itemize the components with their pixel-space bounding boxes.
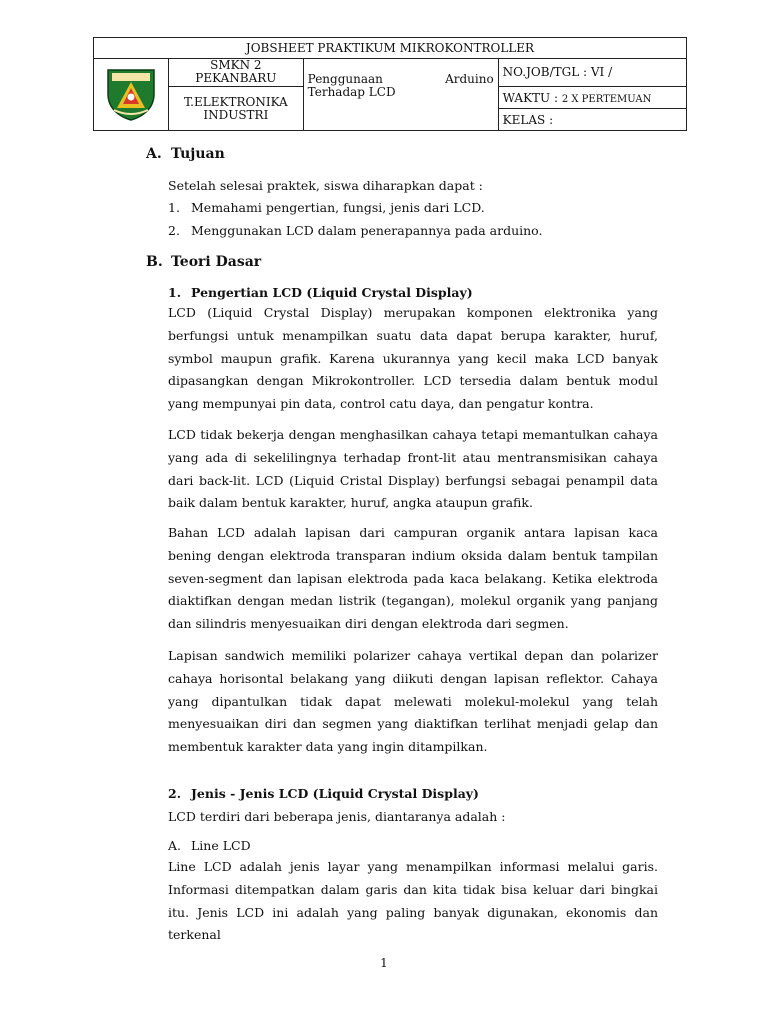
dept-line2: INDUSTRI <box>203 107 269 122</box>
paragraph-5: LCD terdiri dari beberapa jenis, diantaranya adalah : <box>168 809 506 824</box>
waktu-cell <box>498 87 686 109</box>
kelas-cell: KELAS : <box>498 109 686 131</box>
page-number: 1 <box>380 956 388 970</box>
school-line2: PEKANBARU <box>195 71 277 86</box>
type-num: A. <box>168 838 182 853</box>
list-item <box>168 223 542 238</box>
list-num: 2. <box>168 223 180 238</box>
paragraph-4: Lapisan sandwich memiliki polarizer cahaya vertikal depan dan polarizer cahaya horisontal belakang yang diikuti dengan lapisan reflektor. Cahaya yang dipantulkan tidak dapat melewati molekul-molekul yang telah menyesuaikan diri dan segmen yang diaktifkan terlihat menjadi gelap dan membentuk karakter data yang ingin ditampilkan. <box>168 648 658 755</box>
section-b-letter: B. <box>146 254 163 270</box>
header-table <box>93 37 687 131</box>
job-title: Penggunaan Arduino Terhadap LCD <box>303 58 498 130</box>
logo-cell <box>94 58 169 130</box>
list-text: Menggunakan LCD dalam penerapannya pada arduino. <box>191 223 543 238</box>
section-a-intro: Setelah selesai praktek, siswa diharapkan dapat : <box>168 178 483 193</box>
subsection-num: 2. <box>168 786 182 801</box>
section-b-heading <box>146 254 261 270</box>
section-b-title: Teori Dasar <box>171 254 262 270</box>
dept-line1: T.ELEKTRONIKA <box>183 94 288 109</box>
school-line1: SMKN 2 <box>210 58 262 73</box>
subsection-1-heading <box>168 285 473 300</box>
waktu-value: 2 X PERTEMUAN <box>561 93 652 105</box>
subsection-title: Jenis - Jenis LCD (Liquid Crystal Display) <box>191 786 479 801</box>
paragraph-2: LCD tidak bekerja dengan menghasilkan cahaya tetapi memantulkan cahaya yang ada di sekelilingnya terhadap front-lit atau mentransmisikan cahaya dari back-lit. LCD (Liquid Cristal Display) berfungsi sebagai penampil data baik dalam bentuk karakter, huruf, angka ataupun grafik. <box>168 427 658 511</box>
school-cell <box>169 58 304 86</box>
type-a-heading <box>168 838 251 853</box>
type-title: Line LCD <box>191 838 251 853</box>
list-item <box>168 200 485 215</box>
dept-cell <box>169 87 304 131</box>
list-text: Memahami pengertian, fungsi, jenis dari LCD. <box>191 200 485 215</box>
subsection-num: 1. <box>168 285 182 300</box>
section-a-heading <box>146 146 225 162</box>
paragraph-1: LCD (Liquid Crystal Display) merupakan komponen elektronika yang berfungsi untuk menampilkan suatu data dapat berupa karakter, huruf, symbol maupun grafik. Karena ukurannya yang kecil maka LCD banyak dipasangkan dengan Mikrokontroller. LCD tersedia dalam bentuk modul yang mempunyai pin data, control catu daya, dan pengatur kontra. <box>168 305 658 412</box>
section-a-letter: A. <box>146 146 162 162</box>
paragraph-6: Line LCD adalah jenis layar yang menampilkan informasi melalui garis. Informasi ditempatkan dalam garis dan kita tidak bisa keluar dari bingkai itu. Jenis LCD ini adalah yang paling banyak digunakan, ekonomis dan terkenal <box>168 859 658 943</box>
section-a-title: Tujuan <box>171 146 225 162</box>
subsection-2-heading <box>168 786 479 801</box>
list-num: 1. <box>168 200 180 215</box>
job-number: NO.JOB/TGL : VI / <box>498 58 686 86</box>
paragraph-3: Bahan LCD adalah lapisan dari campuran organik antara lapisan kaca bening dengan elektroda transparan indium oksida dalam bentuk tampilan seven-segment dan lapisan elektroda pada kaca belakang. Ketika elektroda diaktifkan dengan medan listrik (tegangan), molekul organik yang panjang dan silindris menyesuaikan diri dengan elektroda dari segmen. <box>168 525 658 632</box>
subsection-title: Pengertian LCD (Liquid Crystal Display) <box>191 285 473 300</box>
school-logo-icon <box>104 64 158 122</box>
waktu-label: WAKTU : <box>502 90 559 105</box>
header-title: JOBSHEET PRAKTIKUM MIKROKONTROLLER <box>94 38 687 59</box>
